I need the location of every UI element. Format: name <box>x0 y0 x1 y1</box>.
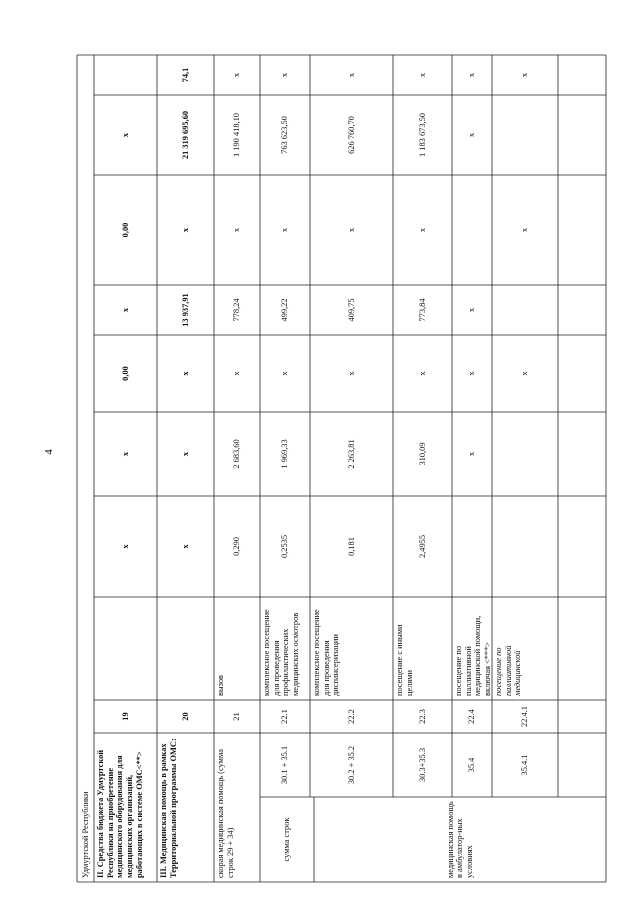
group-label-inner: сумма строк <box>282 817 292 862</box>
cell-c10: x <box>467 132 477 138</box>
cell-c6: 310,09 <box>417 442 427 466</box>
row-line-number: 20 <box>180 712 190 721</box>
row-formula: 35.4.1 <box>520 754 530 776</box>
cell-c6: x <box>467 451 477 457</box>
cell-c5: 0,2535 <box>280 534 290 559</box>
cell-c11: x <box>280 72 290 78</box>
header-region-label: Удмуртской Республики <box>80 791 90 878</box>
cell-c11: x <box>520 72 530 78</box>
row-formula: 30.2 + 35.2 <box>346 745 356 785</box>
cell-c11: x <box>417 72 427 78</box>
cell-c9: x <box>180 227 190 233</box>
row-formula: 30.3+35.3 <box>417 747 427 783</box>
cell-c10: 21 319 695,60 <box>180 110 190 160</box>
cell-c7: x <box>280 371 290 376</box>
row-unit: посещение по паллиативной медицинской помощи, включая <***> <box>454 615 492 696</box>
cell-c9: x <box>417 227 427 233</box>
cell-c8: 773,84 <box>417 298 427 322</box>
row-line-number: 22.2 <box>346 709 356 724</box>
row-line-number: 22.4.1 <box>520 706 530 727</box>
row-name: скорая медицинская помощь (сумма строк 29 + 34) <box>216 749 235 878</box>
row-unit <box>94 597 157 700</box>
row-line-number: 21 <box>232 712 242 721</box>
page-number: 4 <box>43 449 55 455</box>
cell-c6: x <box>180 451 190 457</box>
cell-c10: 626 760,70 <box>346 116 356 154</box>
cell-c8: x <box>467 307 477 313</box>
row-unit: вызов <box>216 675 225 696</box>
row-unit: комплексное посещение для проведения диспансеризации <box>312 609 341 696</box>
cell-c7: x <box>346 371 356 376</box>
row-line-number: 22.1 <box>280 709 290 724</box>
cell-c11: x <box>232 72 242 78</box>
cell-c10: x <box>120 132 130 138</box>
cell-c11: x <box>467 72 477 78</box>
cell-c8: 409,75 <box>346 298 356 322</box>
cell-c11: 74,1 <box>180 67 190 83</box>
cell-c5: x <box>180 544 190 549</box>
cell-c7: x <box>417 371 427 376</box>
cell-c8: 499,22 <box>280 298 290 322</box>
cell-c9: x <box>520 227 530 233</box>
cell-c5: x <box>120 544 130 549</box>
row-line-number: 19 <box>120 712 130 721</box>
cell-c9: x <box>346 227 356 233</box>
cell-c10: 763 623,50 <box>280 116 290 154</box>
cell-c8: 778,24 <box>232 298 242 322</box>
cell-c10: 1 183 673,50 <box>417 113 427 157</box>
cell-c5: 0,181 <box>346 537 356 556</box>
cell-c7: x <box>180 371 190 376</box>
row-unit <box>157 597 214 700</box>
cell-c6: 2 263,81 <box>346 439 356 469</box>
cell-c9: 0,00 <box>120 222 130 238</box>
row-line-number: 22.3 <box>417 709 427 724</box>
row-formula: 35.4 <box>467 757 477 773</box>
row-formula: 30.1 + 35.1 <box>280 745 290 785</box>
row-unit: посещение по паллиативной медицинской <box>494 645 523 696</box>
group-label-outer: медицинская помощь в амбулатор-ных условиях <box>445 801 474 878</box>
cell-c6: x <box>120 451 130 457</box>
cell-c7: x <box>467 371 477 376</box>
cell-c5: 0,290 <box>232 537 242 556</box>
cell-c7: 0,00 <box>120 366 130 381</box>
cell-c9: x <box>280 227 290 233</box>
cell-c7: x <box>232 371 242 376</box>
cell-c9: x <box>232 227 242 233</box>
cell-c10: 1 190 418,10 <box>232 113 242 157</box>
row-name: II. Средства бюджета Удмуртской Республики на приобретение медицинского оборудования для медицинских организаций, работающих в системе ОМС<**> <box>96 749 144 878</box>
row-name: III. Медицинская помощь в рамках Территориальной программы ОМС: <box>159 738 178 878</box>
row-line-number: 22.4 <box>467 709 477 724</box>
cell-c8: 13 937,91 <box>180 293 190 327</box>
cell-c11: x <box>346 72 356 78</box>
cell-c7: x <box>520 371 530 376</box>
cell-c8: x <box>120 307 130 313</box>
row-unit: комплексное посещение для проведения профилактических медицинских осмотров <box>262 609 300 696</box>
cell-c5: 2,4955 <box>417 534 427 559</box>
row-unit: посещение с иными целями <box>395 624 414 696</box>
cell-c6: 1 969,33 <box>280 439 290 469</box>
cell-c6: 2 683,60 <box>232 439 242 469</box>
